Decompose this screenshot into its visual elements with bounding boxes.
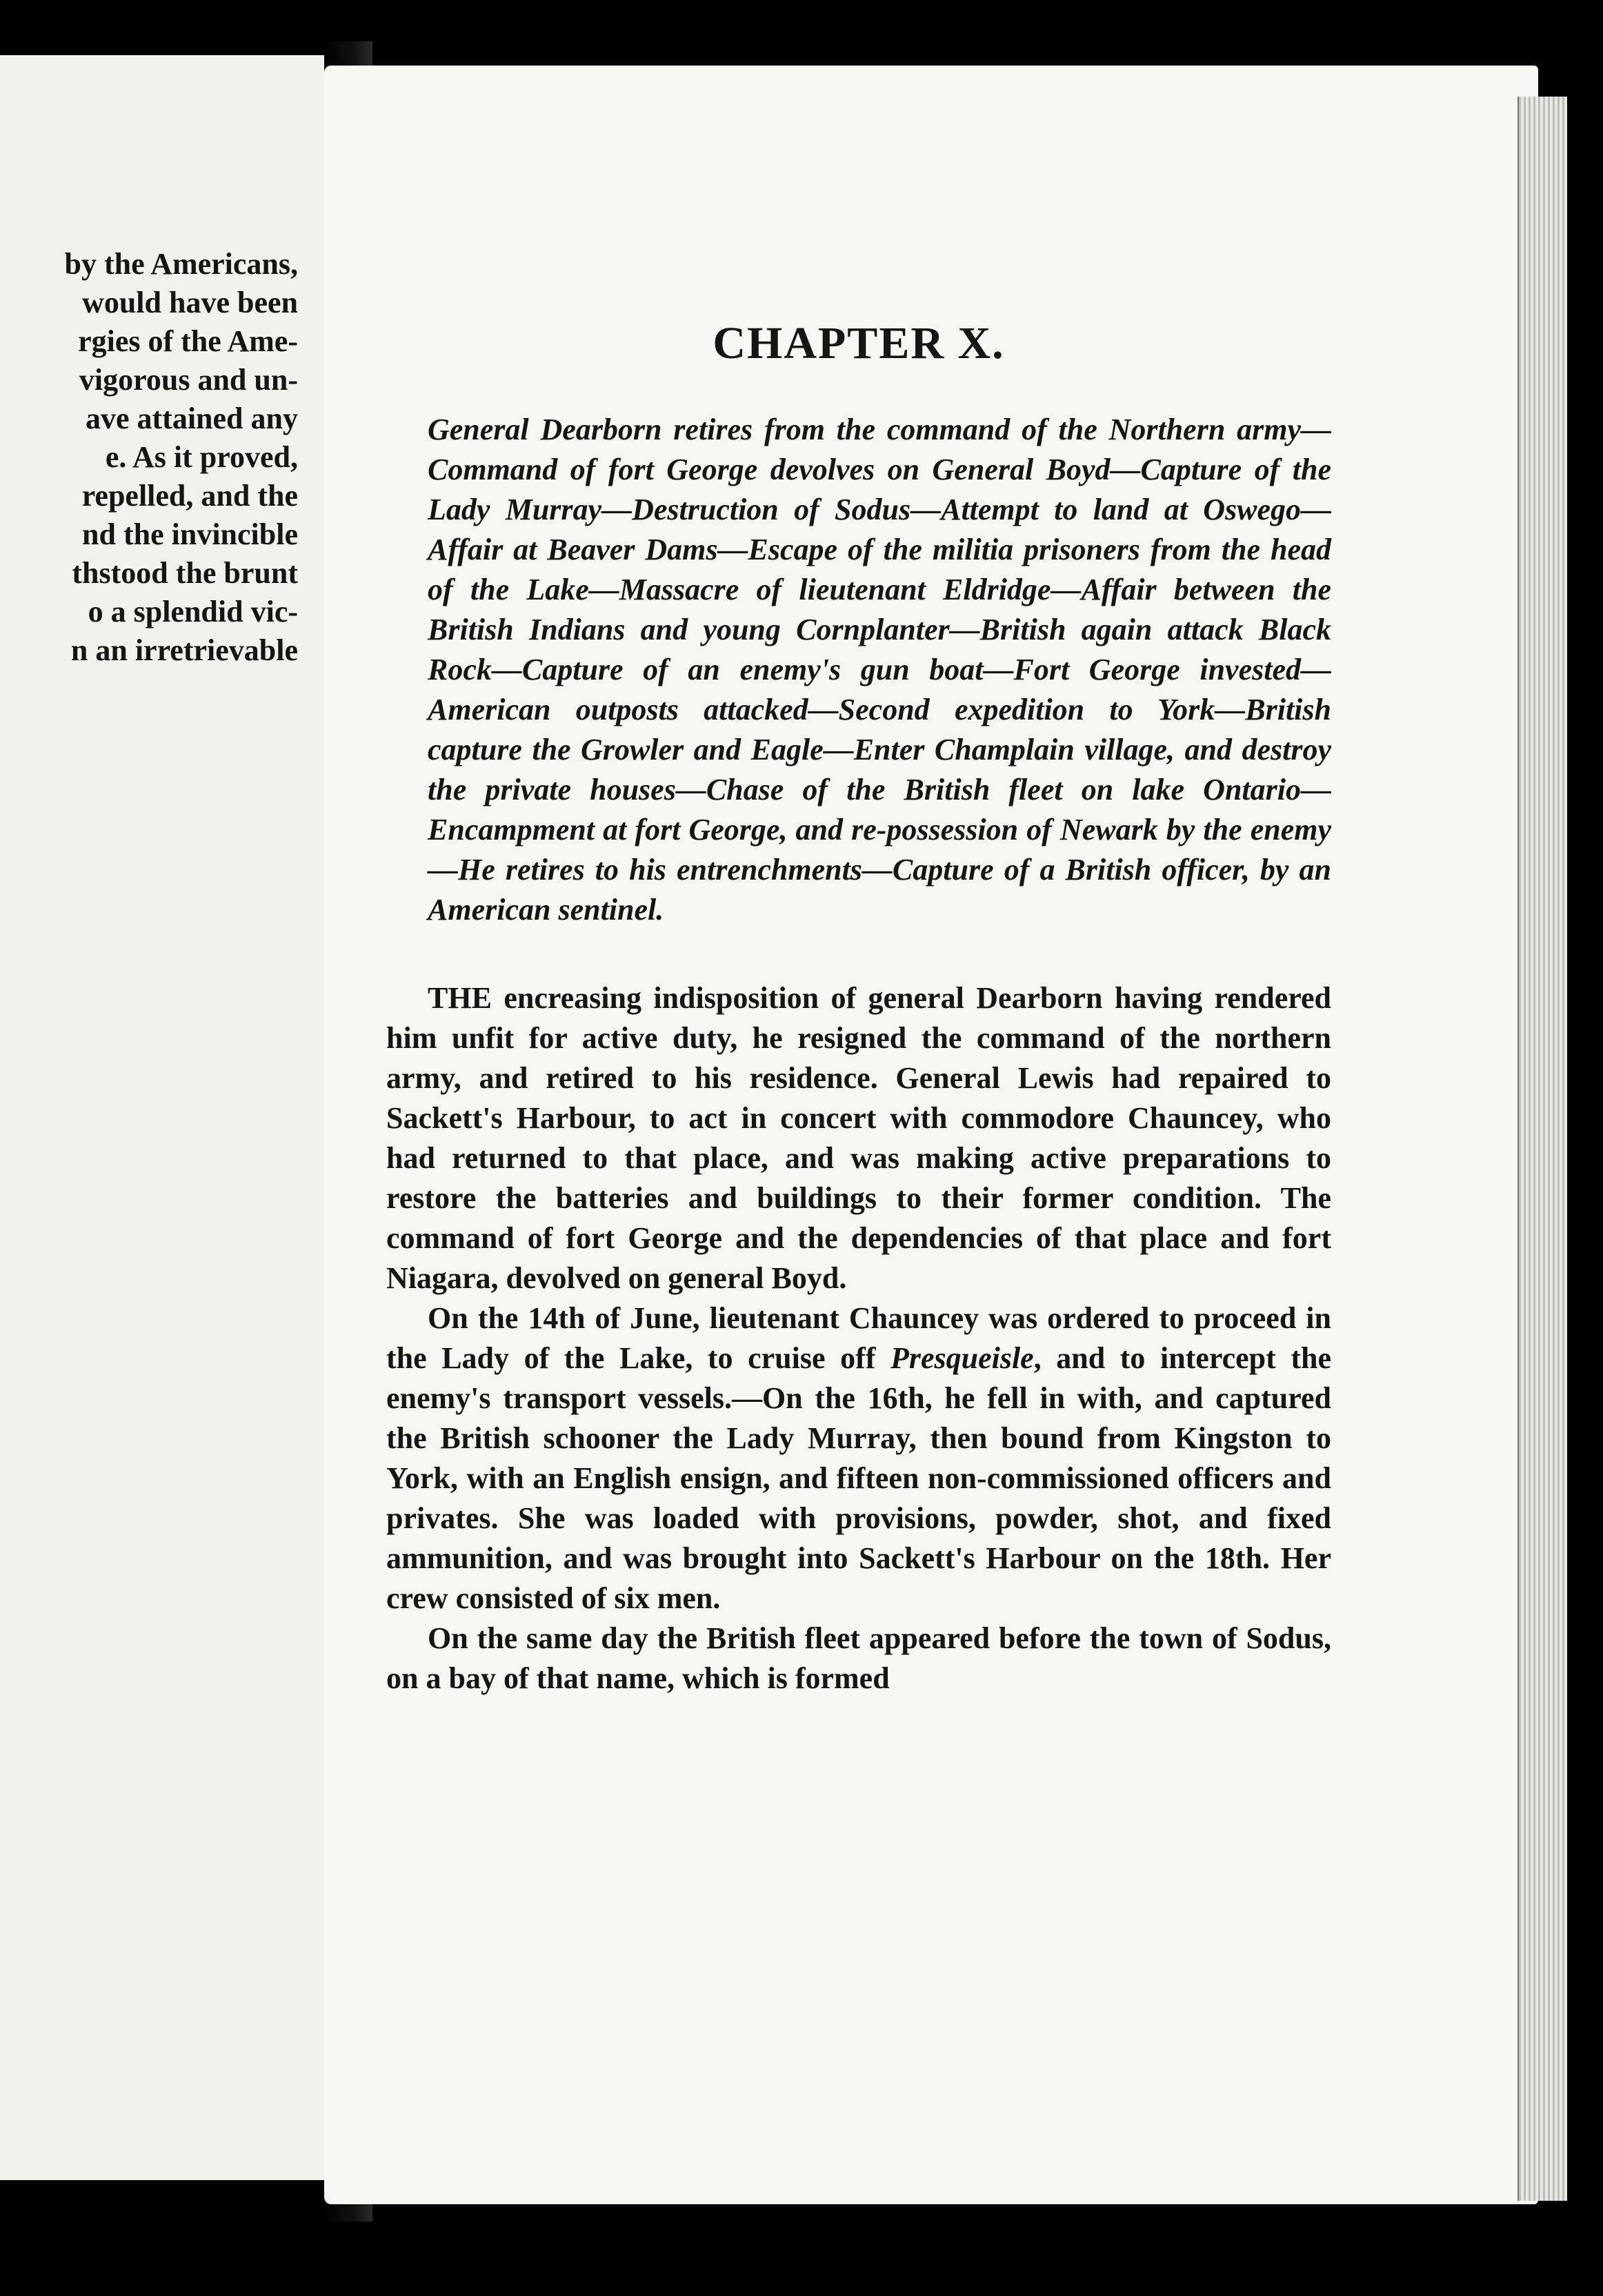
facing-line: vigorous and un- bbox=[79, 363, 298, 397]
paragraph-text: On the 14th of June, lieutenant Chauncey was ordered to proceed in the Lady of the Lake, to cruise off bbox=[386, 1301, 1331, 1375]
facing-line: nd the invincible bbox=[82, 517, 298, 551]
paragraph-text: , and to intercept the enemy's transport vessels.—On the 16th, he fell in with, and captured the British schooner the Lady Murray, then bound from Kingston to York, with an English ensign, and fifteen non-commissioned officers and privates. She was loaded with provisions, powder, shot, and fixed ammunition, and was brought into Sackett's Harbour on the 18th. Her crew consisted of six men. bbox=[386, 1341, 1331, 1615]
facing-line: by the Americans, bbox=[64, 247, 298, 281]
chapter-title: CHAPTER X. bbox=[713, 318, 1005, 368]
facing-line: rgies of the Ame- bbox=[78, 324, 298, 358]
facing-line: ave attained any bbox=[86, 402, 298, 435]
italic-place-name: Presqueisle bbox=[890, 1341, 1034, 1375]
paragraph: On the same day the British fleet appeared before the town of Sodus, on a bay of that name, which is formed bbox=[386, 1621, 1331, 1695]
facing-line: thstood the brunt bbox=[72, 556, 298, 590]
chapter-summary: General Dearborn retires from the command of the Northern army—Command of fort George devolves on General Boyd—Capture of the Lady Murray—Destruction of Sodus—Attempt to land at Oswego—Affair at Beaver Dams—Escape of the militia prisoners from the head of the Lake—Massacre of lieutenant Eldridge—Affair between the British Indians and young Cornplanter—British again attack Black Rock—Capture of an enemy's gun boat—Fort George invested—American outposts attacked—Second expedition to York—British capture the Growler and Eagle—Enter Champlain village, and destroy the private houses—Chase of the British fleet on lake Ontario—Encampment at fort George, and re-possession of Newark by the enemy—He retires to his entrenchments—Capture of a British officer, by an American sentinel. bbox=[428, 413, 1331, 927]
page-edges bbox=[1517, 97, 1567, 2201]
facing-line: would have been bbox=[82, 286, 298, 319]
page-content bbox=[386, 317, 1331, 1699]
facing-page bbox=[0, 55, 326, 2180]
facing-line: o a splendid vic- bbox=[88, 595, 298, 629]
facing-line: repelled, and the bbox=[81, 479, 298, 513]
paragraph bbox=[386, 1298, 1331, 1619]
paragraph: THE encreasing indisposition of general Dearborn having rendered him unfit for active duty, he resigned the command of the northern army, and retired to his residence. General Lewis had repaired to Sackett's Harbour, to act in concert with commodore Chauncey, who had returned to that place, and was making active preparations to restore the batteries and buildings to their former condition. The command of fort George and the dependencies of that place and fort Niagara, devolved on general Boyd. bbox=[386, 981, 1331, 1295]
facing-line: n an irretrievable bbox=[70, 633, 298, 667]
facing-line: e. As it proved, bbox=[105, 440, 298, 474]
